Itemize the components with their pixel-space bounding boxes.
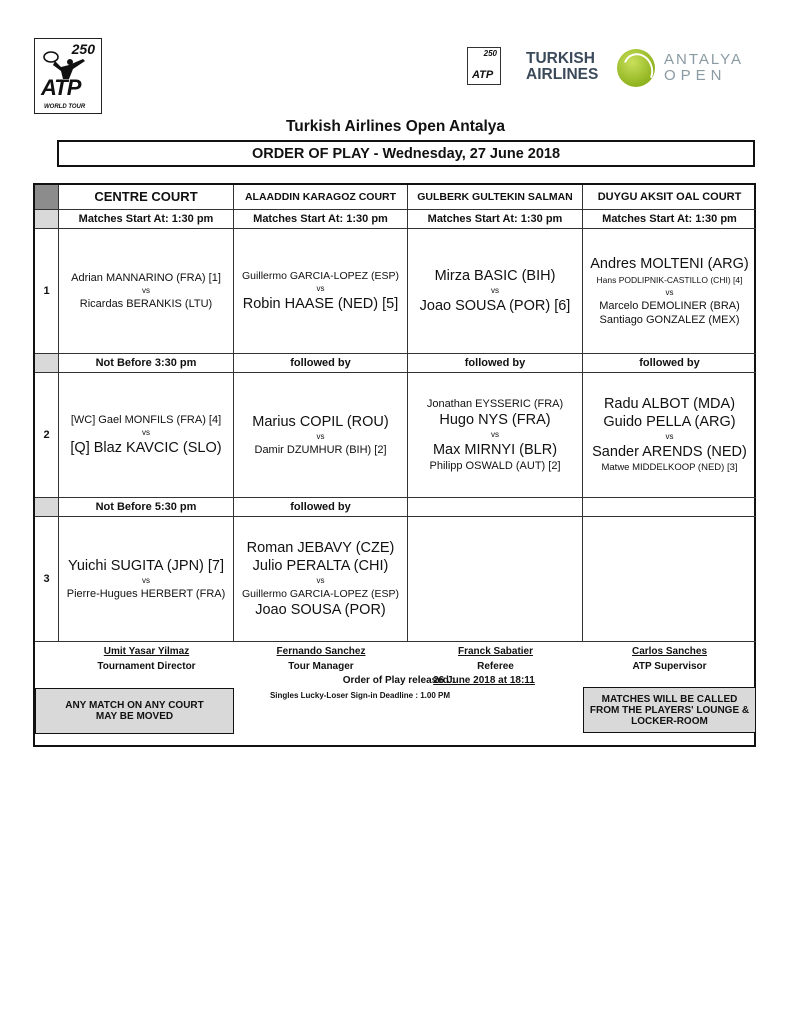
atp-logo-text: ATP: [41, 75, 81, 100]
timing-label: followed by: [234, 354, 408, 373]
match-cell: [59, 373, 234, 498]
official-block: [583, 646, 756, 672]
official-block: [234, 646, 408, 672]
official-name: Umit Yasar Yilmaz: [103, 646, 190, 657]
start-time: Matches Start At: 1:30 pm: [583, 210, 756, 229]
order-of-play-heading: ORDER OF PLAY - Wednesday, 27 June 2018: [57, 140, 755, 167]
player: Hans PODLIPNIK-CASTILLO (CHI) [4]: [596, 275, 743, 285]
player: Yuichi SUGITA (JPN) [7]: [67, 558, 225, 574]
match-cell: [583, 373, 756, 498]
released-label: Order of Play released :: [342, 675, 455, 686]
timing-label: Not Before 3:30 pm: [59, 354, 234, 373]
vs-label: vs: [491, 286, 499, 295]
antalya-open-logo: [664, 52, 743, 84]
player: Mirza BASIC (BIH): [434, 268, 556, 284]
vs-label: vs: [665, 288, 674, 297]
timing-label: [408, 498, 583, 517]
vs-label: vs: [142, 576, 150, 585]
player: Max MIRNYI (BLR): [432, 442, 558, 458]
player: Jonathan EYSSERIC (FRA): [426, 398, 564, 410]
match-cell: [234, 229, 408, 354]
notice-players-lounge: [583, 687, 756, 733]
match-number: 1: [35, 229, 59, 354]
vs-label: vs: [665, 432, 674, 441]
court-header-1: CENTRE COURT: [59, 185, 234, 210]
player: Julio PERALTA (CHI): [252, 558, 389, 574]
notice-line: FROM THE PLAYERS' LOUNGE &: [589, 704, 750, 716]
start-num-cell: [35, 210, 59, 229]
notice-line: ANY MATCH ON ANY COURT: [65, 700, 204, 711]
vs-label: vs: [316, 284, 325, 293]
tennis-ball-icon: [617, 49, 655, 87]
start-time: Matches Start At: 1:30 pm: [408, 210, 583, 229]
player: Ricardas BERANKIS (LTU): [79, 298, 213, 310]
atp-logo-number: 250: [71, 41, 95, 57]
match-cell: [59, 229, 234, 354]
empty-match-cell: [583, 517, 756, 642]
notice-line: MATCHES WILL BE CALLED: [601, 693, 738, 705]
match-cell: [234, 373, 408, 498]
start-time: Matches Start At: 1:30 pm: [234, 210, 408, 229]
player: Matwe MIDDELKOOP (NED) [3]: [601, 462, 738, 473]
turkish-airlines-logo: [526, 51, 598, 83]
match-number: 2: [35, 373, 59, 498]
official-name: Franck Sabatier: [457, 646, 534, 657]
vs-label: vs: [316, 576, 325, 585]
vs-label: vs: [142, 428, 150, 437]
released-value: 26 June 2018 at 18:11: [433, 675, 535, 686]
lucky-loser-deadline: Singles Lucky-Loser Sign-in Deadline : 1.00 PM: [269, 691, 451, 700]
player: Sander ARENDS (NED): [592, 444, 747, 460]
player: Damir DZUMHUR (BIH) [2]: [254, 444, 387, 456]
player: Joao SOUSA (POR) [6]: [419, 298, 571, 314]
label-num-cell: [35, 354, 59, 373]
ao-line-1: ANTALYA: [664, 51, 744, 68]
timing-label: followed by: [234, 498, 408, 517]
timing-label: [583, 498, 756, 517]
notice-any-match: [35, 688, 234, 734]
court-header-3: GULBERK GULTEKIN SALMAN: [408, 185, 583, 210]
player: Roman JEBAVY (CZE): [246, 540, 395, 556]
ao-line-2: OPEN: [664, 67, 727, 84]
player: Radu ALBOT (MDA): [603, 396, 736, 412]
atp-small-logo: [467, 47, 501, 85]
page-title: Turkish Airlines Open Antalya: [285, 118, 506, 135]
player: Robin HAASE (NED) [5]: [242, 296, 399, 312]
court-header-4: DUYGU AKSIT OAL COURT: [583, 185, 756, 210]
player: Pierre-Hugues HERBERT (FRA): [66, 588, 226, 600]
player: Philipp OSWALD (AUT) [2]: [429, 460, 561, 472]
official-block: [59, 646, 234, 672]
official-role: Tour Manager: [288, 661, 354, 672]
small-logo-text: ATP: [472, 69, 494, 81]
official-name: Carlos Sanches: [631, 646, 708, 657]
atp-logo-tour: WORLD TOUR: [44, 104, 86, 110]
player: [Q] Blaz KAVCIC (SLO): [70, 440, 222, 456]
schedule-grid: [33, 183, 756, 747]
match-cell: [234, 517, 408, 642]
timing-label: Not Before 5:30 pm: [59, 498, 234, 517]
vs-label: vs: [316, 432, 325, 441]
player: Santiago GONZALEZ (MEX): [599, 314, 740, 326]
player: Hugo NYS (FRA): [439, 412, 551, 428]
label-num-cell: [35, 498, 59, 517]
ta-line-2: AIRLINES: [526, 66, 599, 83]
player: Marius COPIL (ROU): [252, 414, 389, 430]
timing-label: followed by: [583, 354, 756, 373]
vs-label: vs: [142, 286, 150, 295]
official-role: Tournament Director: [97, 661, 196, 672]
match-cell: [583, 229, 756, 354]
player: Marcelo DEMOLINER (BRA): [599, 300, 740, 312]
notice-line: LOCKER-ROOM: [631, 715, 708, 727]
official-role: ATP Supervisor: [632, 661, 707, 672]
player: Joao SOUSA (POR): [255, 602, 386, 618]
player: [WC] Gael MONFILS (FRA) [4]: [70, 414, 222, 426]
match-number: 3: [35, 517, 59, 642]
official-block: [408, 646, 583, 672]
vs-label: vs: [491, 430, 499, 439]
empty-match-cell: [408, 517, 583, 642]
corner-cell: [35, 185, 59, 210]
ta-line-1: TURKISH: [526, 50, 595, 67]
player: Guillermo GARCIA-LOPEZ (ESP): [242, 588, 399, 600]
atp-250-logo: [34, 38, 102, 114]
notice-line: MAY BE MOVED: [95, 711, 174, 722]
official-role: Referee: [477, 661, 514, 672]
small-logo-number: 250: [483, 49, 497, 58]
official-name: Fernando Sanchez: [276, 646, 366, 657]
player: Guillermo GARCIA-LOPEZ (ESP): [242, 270, 399, 282]
court-header-2: ALAADDIN KARAGOZ COURT: [234, 185, 408, 210]
match-cell: [408, 373, 583, 498]
player: Adrian MANNARINO (FRA) [1]: [71, 272, 221, 284]
match-cell: [408, 229, 583, 354]
match-cell: [59, 517, 234, 642]
player: Guido PELLA (ARG): [603, 414, 736, 430]
start-time: Matches Start At: 1:30 pm: [59, 210, 234, 229]
player: Andres MOLTENI (ARG): [590, 256, 749, 272]
timing-label: followed by: [408, 354, 583, 373]
